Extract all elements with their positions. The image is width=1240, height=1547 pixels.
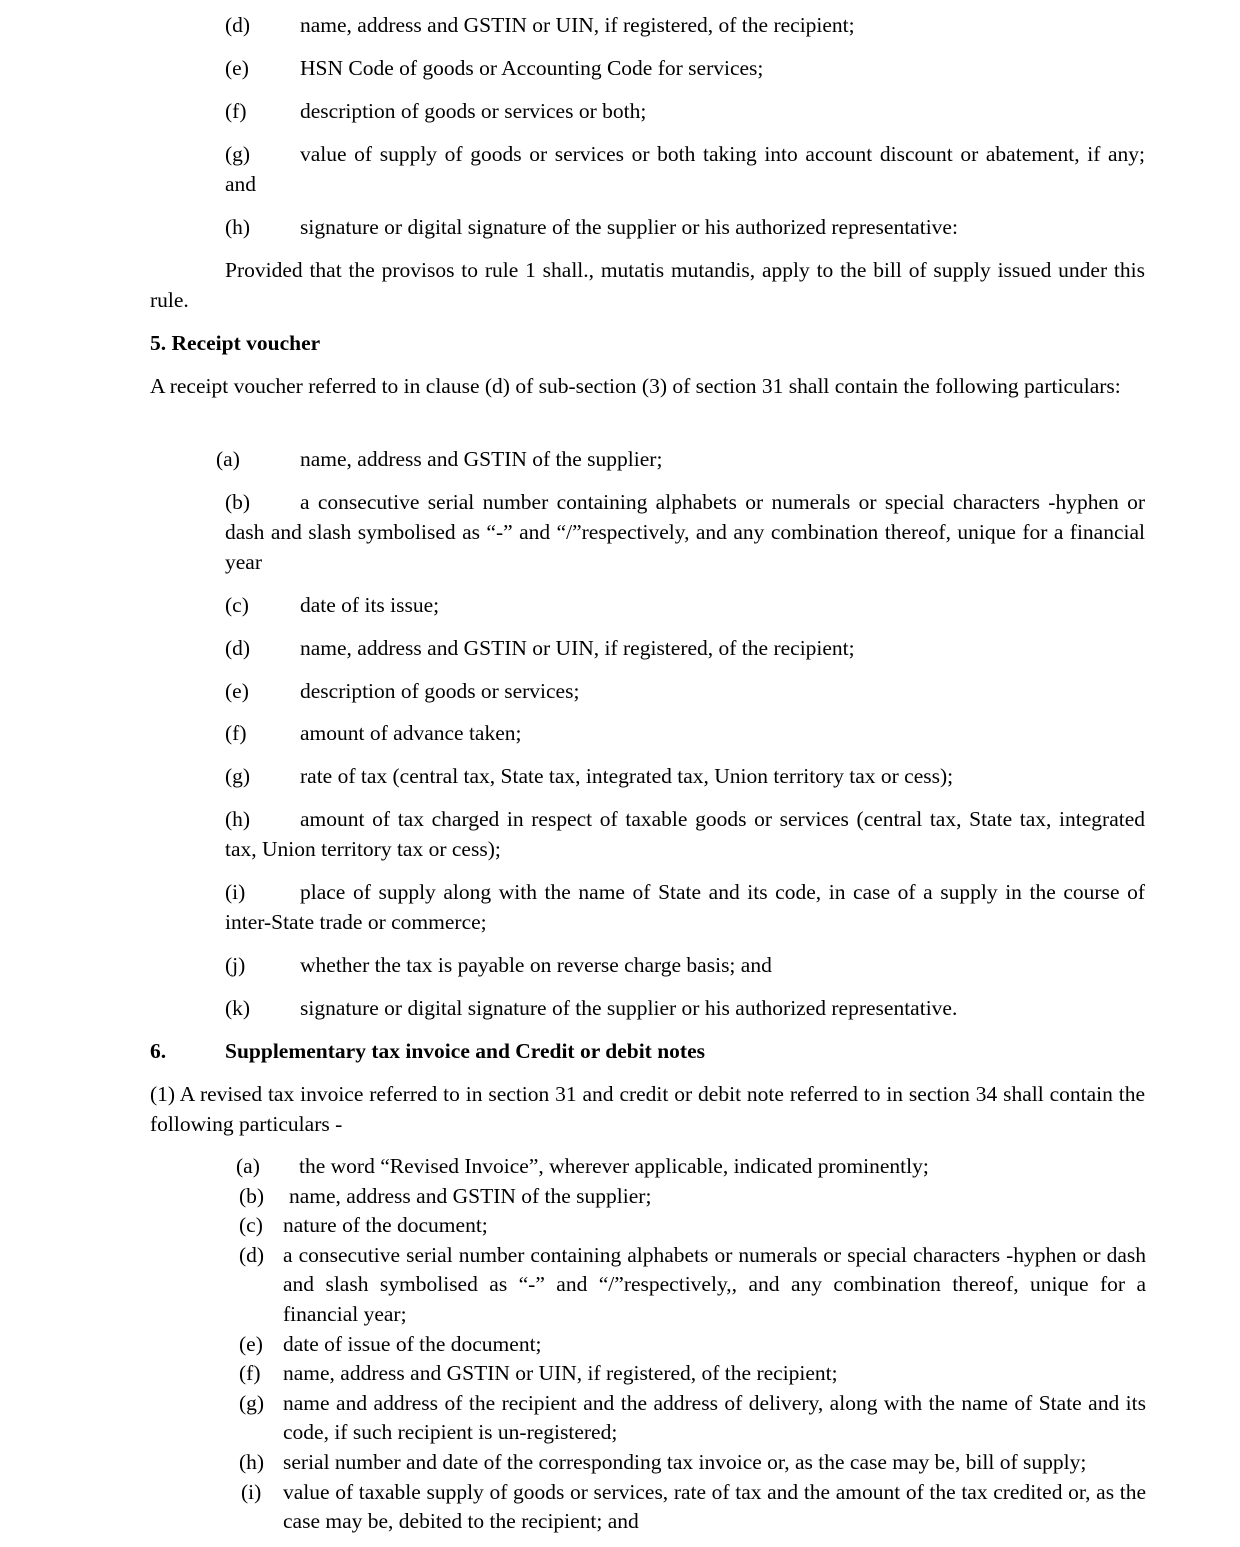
item-text: date of its issue; [300, 593, 440, 617]
item-text: a consecutive serial number containing alphabets or numerals or special characters -hyphen or dash and slash symbolised as “-” and “/”respectively,, and any combination thereof, unique for a financial year; [283, 1242, 1146, 1326]
item-label: (d) [225, 13, 251, 37]
item-label: (b) [239, 1183, 265, 1208]
item-text: name, address and GSTIN or UIN, if registered, of the recipient; [300, 636, 855, 660]
section5-intro: A receipt voucher referred to in clause (d) of sub-section (3) of section 31 shall contain the following particulars: [150, 374, 1121, 398]
item-text: whether the tax is payable on reverse charge basis; and [300, 953, 772, 977]
item-text: value of supply of goods or services or both taking into account discount or abatement, if any; and [225, 142, 1145, 196]
item-text: signature or digital signature of the supplier or his authorized representative: [300, 215, 958, 239]
item-text: name, address and GSTIN of the supplier; [300, 447, 663, 471]
item-text: amount of advance taken; [300, 721, 522, 745]
item-label: (c) [225, 593, 249, 617]
section5-item-d [225, 633, 1145, 663]
item-label: (h) [239, 1449, 265, 1474]
item-label: (d) [225, 636, 251, 660]
list-item [236, 1448, 1146, 1478]
item-label: (i) [241, 1479, 262, 1504]
item-text: nature of the document; [283, 1213, 488, 1238]
item-text: amount of tax charged in respect of taxable goods or services (central tax, State tax, integrated tax, Union territory tax or cess); [225, 807, 1145, 861]
item-label: (g) [225, 142, 251, 166]
section5-item-a [216, 444, 1145, 474]
list-item [236, 1330, 1146, 1360]
section-title: Supplementary tax invoice and Credit or debit notes [225, 1039, 705, 1063]
list-item [236, 1389, 1146, 1448]
rule4-item-g [225, 139, 1145, 199]
item-text: name, address and GSTIN of the supplier; [289, 1183, 652, 1208]
item-label: (b) [225, 490, 251, 514]
item-label: (h) [225, 807, 251, 831]
item-text: name and address of the recipient and the address of delivery, along with the name of State and its code, if such recipient is un-registered; [283, 1390, 1146, 1445]
item-label: (k) [225, 996, 251, 1020]
section5-item-h [225, 804, 1145, 864]
item-label: (e) [225, 56, 249, 80]
item-text: rate of tax (central tax, State tax, integrated tax, Union territory tax or cess); [300, 764, 954, 788]
item-label: (g) [239, 1390, 265, 1415]
item-text: value of taxable supply of goods or services, rate of tax and the amount of the tax credited or, as the case may be, debited to the recipient; and [283, 1479, 1146, 1534]
list-item [236, 1152, 1146, 1182]
section6-heading [150, 1036, 1145, 1066]
item-label: (j) [225, 953, 246, 977]
item-label: (e) [225, 679, 249, 703]
rule4-item-h [225, 212, 1145, 242]
item-text: name, address and GSTIN or UIN, if registered, of the recipient; [283, 1361, 838, 1386]
item-text: description of goods or services or both; [300, 99, 647, 123]
section6-item-list [236, 1152, 1146, 1537]
section5-item-c [225, 590, 1145, 620]
item-label: (a) [236, 1154, 260, 1178]
rule4-item-e [225, 53, 1145, 83]
item-text: a consecutive serial number containing alphabets or numerals or special characters -hyphen or dash and slash symbolised as “-” and “/”respectively, and any combination thereof, unique for a financial year [225, 490, 1145, 574]
item-text: the word “Revised Invoice”, wherever applicable, indicated prominently; [299, 1154, 929, 1178]
item-label: (a) [216, 447, 240, 471]
section5-item-k [225, 993, 1145, 1023]
section5-item-j [225, 950, 1145, 980]
item-label: (g) [225, 764, 251, 788]
rule4-item-f [225, 96, 1145, 126]
list-item [236, 1359, 1146, 1389]
item-text: place of supply along with the name of State and its code, in case of a supply in the course of inter-State trade or commerce; [225, 880, 1145, 934]
item-text: date of issue of the document; [283, 1331, 542, 1356]
item-text: name, address and GSTIN or UIN, if registered, of the recipient; [300, 13, 855, 37]
item-label: (f) [225, 721, 247, 745]
section5-item-i [225, 877, 1145, 937]
item-label: (d) [239, 1242, 265, 1267]
section5-heading: 5. Receipt voucher [150, 331, 321, 355]
section-number: 6. [150, 1039, 167, 1063]
list-item [236, 1241, 1146, 1330]
item-text: HSN Code of goods or Accounting Code for services; [300, 56, 764, 80]
section5-item-e [225, 676, 1145, 706]
item-text: signature or digital signature of the supplier or his authorized representative. [300, 996, 958, 1020]
rule4-proviso: Provided that the provisos to rule 1 shall., mutatis mutandis, apply to the bill of supply issued under this rule. [150, 258, 1145, 312]
item-label: (i) [225, 880, 246, 904]
list-item [236, 1478, 1146, 1537]
item-label: (h) [225, 215, 251, 239]
item-label: (e) [239, 1331, 263, 1356]
rule4-item-d [225, 10, 1145, 40]
item-text: description of goods or services; [300, 679, 580, 703]
section5-item-b [225, 487, 1145, 577]
item-label: (f) [225, 99, 247, 123]
list-item [236, 1182, 1146, 1212]
item-label: (c) [239, 1213, 263, 1238]
section5-item-g [225, 761, 1145, 791]
item-label: (f) [239, 1361, 261, 1386]
list-item [236, 1211, 1146, 1241]
section6-intro: (1) A revised tax invoice referred to in section 31 and credit or debit note referred to in section 34 shall contain the following particulars - [150, 1082, 1145, 1136]
section5-item-f [225, 718, 1145, 748]
item-text: serial number and date of the corresponding tax invoice or, as the case may be, bill of supply; [283, 1449, 1087, 1474]
